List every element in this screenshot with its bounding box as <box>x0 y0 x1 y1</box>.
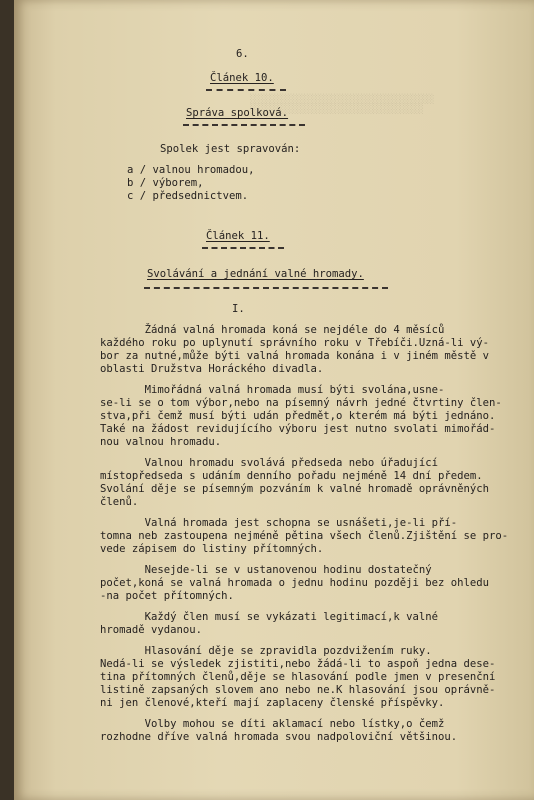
article-10-intro: Spolek jest spravován: <box>160 143 301 155</box>
paragraph-line: vede zápisem do listiny přítomných. <box>100 543 324 555</box>
paragraph-line: Mimořádná valná hromada musí býti svolána,usne- <box>100 384 445 396</box>
article-11-heading-rule <box>202 247 284 249</box>
paragraph-line: -na počet přítomných. <box>100 590 234 602</box>
paragraph-line: Valná hromada jest schopna se usnášeti,je-li pří- <box>100 517 458 529</box>
paragraph-line: nou valnou hromadu. <box>100 436 222 448</box>
paragraph-line: Také na žádost revidujícího výboru jest nutno svolati mimořád- <box>100 423 496 435</box>
article-10-title-rule <box>183 124 305 126</box>
article-10-title: Správa spolková. <box>186 107 289 119</box>
paragraph-line: každého roku po uplynutí správního roku v Třebíči.Uzná-li vý- <box>100 337 490 349</box>
paragraph-line: hromadě vydanou. <box>100 624 203 636</box>
list-item: b / výborem, <box>127 177 204 189</box>
paragraph-line: oblasti Družstva Horáckého divadla. <box>100 363 324 375</box>
paragraph-line: Svolání děje se písemným pozváním k valné hromadě oprávněných <box>100 483 490 495</box>
paragraph-line: počet,koná se valná hromada o jednu hodinu později bez ohledu <box>100 577 490 589</box>
paragraph-line: Volby mohou se díti aklamací nebo lístky,o čemž <box>100 718 445 730</box>
paragraph-line: Žádná valná hromada koná se nejdéle do 4 měsíců <box>100 324 445 336</box>
paragraph-line: Hlasování děje se zpravidla pozdvižením ruky. <box>100 645 432 657</box>
paragraph-line: stva,při čemž musí býti udán předmět,o kterém má býti jednáno. <box>100 410 496 422</box>
paragraph-line: členů. <box>100 496 139 508</box>
paragraph-line: Nesejde-li se v ustanovenou hodinu dostatečný <box>100 564 432 576</box>
paragraph-line: tina přítomných členů,děje se hlasování podle jmen v presenční <box>100 671 496 683</box>
article-11-title-rule <box>144 287 388 289</box>
paragraph-line: rozhodne dříve valná hromada svou nadpoloviční většinou. <box>100 731 458 743</box>
page-number: 6. <box>236 48 249 60</box>
article-11-heading: Článek 11. <box>206 230 270 242</box>
list-item: a / valnou hromadou, <box>127 164 255 176</box>
article-11-title: Svolávání a jednání valné hromady. <box>147 268 364 280</box>
paragraph-line: Každý člen musí se vykázati legitimací,k valné <box>100 611 439 623</box>
article-10-heading: Článek 10. <box>210 72 274 84</box>
paragraph-line: tomna neb zastoupena nejméně pětina všech členů.Zjištění se pro- <box>100 530 509 542</box>
paragraph-line: se-li se o tom výbor,nebo na písemný návrh jedné čtvrtiny člen- <box>100 397 502 409</box>
list-item: c / předsednictvem. <box>127 190 249 202</box>
article-10-heading-rule <box>206 89 286 91</box>
paragraph-line: Nedá-li se výsledek zjistiti,nebo žádá-li to aspoň jedna dese- <box>100 658 496 670</box>
section-numeral: I. <box>232 303 245 315</box>
bleed-through-texture: ░░░░░░░░░░░░░░░░░░░░░░░░░░░░░░░░░░ ░░░░░░░░░░░░░░░░░░░░░░░░░░░░░░░░ <box>250 95 435 115</box>
paragraph-line: místopředseda s udáním denního pořadu nejméně 14 dní předem. <box>100 470 483 482</box>
paragraph-line: listině zapsaných slovem ano nebo ne.K hlasování jsou oprávně- <box>100 684 496 696</box>
paragraph-line: bor za nutné,může býti valná hromada konána i v jiném městě v <box>100 350 490 362</box>
paragraph-line: Valnou hromadu svolává předseda nebo úřadující <box>100 457 439 469</box>
paragraph-line: ni jen členové,kteří mají zaplaceny členské příspěvky. <box>100 697 445 709</box>
